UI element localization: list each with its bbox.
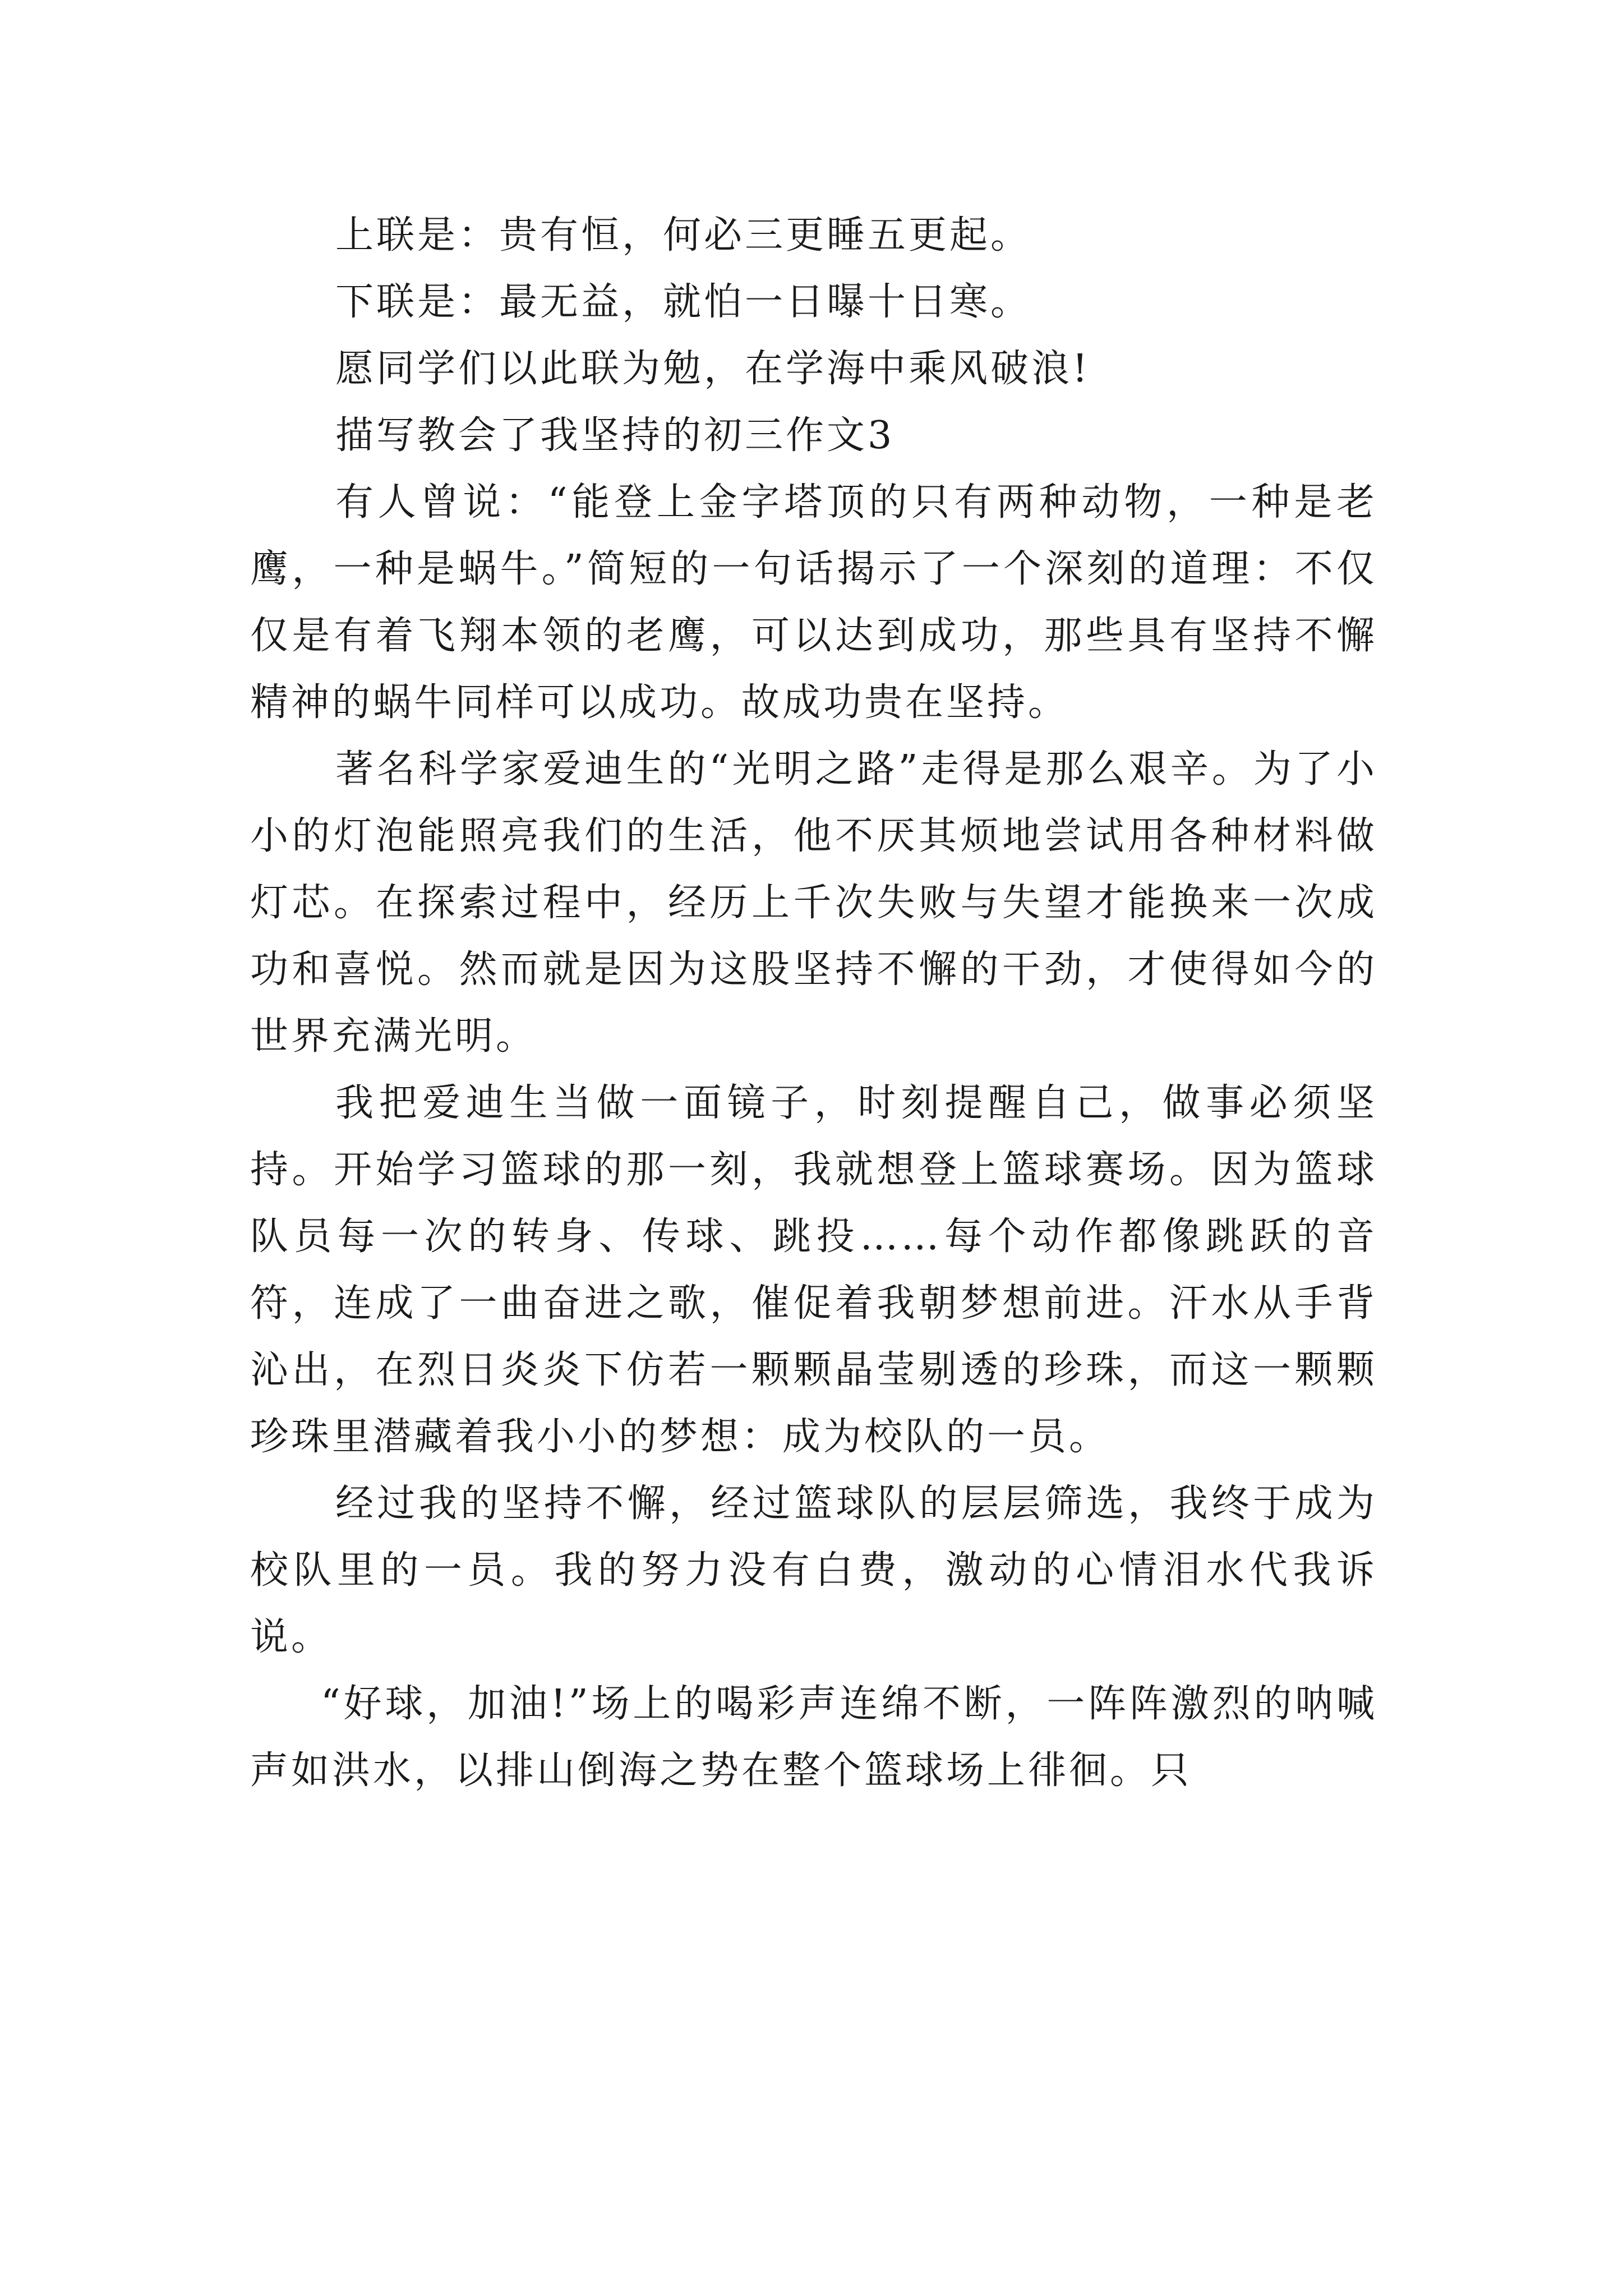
paragraph-basketball-dream: 我把爱迪生当做一面镜子，时刻提醒自己，做事必须坚持。开始学习篮球的那一刻，我就想登上篮球赛场。因为篮球队员每一次的转身、传球、跳投……每个动作都像跳跃的音符，连成了一曲奋进之歌，催促着我朝梦想前进。汗水从手背沁出，在烈日炎炎下仿若一颗颗晶莹剔透的珍珠，而这一颗颗珍珠里潜藏着我小小的梦想：成为校队的一员。 [250,1081,1377,1459]
paragraph-couplet-lower: 下联是：最无益，就怕一日曝十日寒。 [335,280,1032,324]
paragraph-game: “好球，加油!”场上的喝彩声连绵不断，一阵阵激烈的呐喊声如洪水，以排山倒海之势在整个篮球场上徘徊。只 [250,1682,1377,1793]
document-body [250,202,1377,1804]
paragraph-couplet-upper: 上联是：贵有恒，何必三更睡五更起。 [335,213,1032,257]
paragraph-edison: 著名科学家爱迪生的“光明之路”走得是那么艰辛。为了小小的灯泡能照亮我们的生活，他不厌其烦地尝试用各种材料做灯芯。在探索过程中，经历上千次失败与失望才能换来一次成功和喜悦。然而就是因为这股坚持不懈的干劲，才使得如今的世界充满光明。 [250,747,1377,1059]
paragraph-intro: 有人曾说：“能登上金字塔顶的只有两种动物，一种是老鹰，一种是蜗牛。”简短的一句话揭示了一个深刻的道理：不仅仅是有着飞翔本领的老鹰，可以达到成功，那些具有坚持不懈精神的蜗牛同样可以成功。故成功贵在坚持。 [250,480,1377,725]
essay-title: 描写教会了我坚持的初三作文3 [335,413,895,458]
paragraph-joined-team: 经过我的坚持不懈，经过篮球队的层层筛选，我终于成为校队里的一员。我的努力没有白费，激动的心情泪水代我诉说。 [250,1481,1377,1659]
paragraph-wish: 愿同学们以此联为勉，在学海中乘风破浪! [335,347,1091,391]
